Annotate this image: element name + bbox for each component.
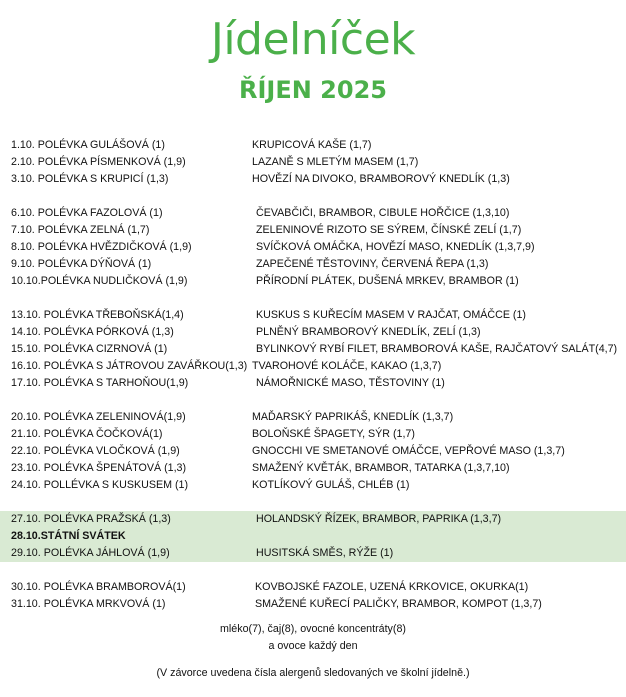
- main-dish: BYLINKOVÝ RYBÍ FILET, BRAMBOROVÁ KAŠE, RAJČATOVÝ SALÁT(4,7): [256, 343, 618, 355]
- day-and-soup: [11, 477, 188, 494]
- menu-row: [0, 426, 626, 443]
- menu-row: [0, 171, 626, 188]
- menu-row: [0, 222, 626, 239]
- menu-row: [0, 511, 626, 528]
- soup-name: POLÉVKA S TARHOŇOU(1,9): [43, 377, 189, 389]
- main-dish: KRUPICOVÁ KAŠE (1,7): [252, 139, 372, 151]
- day-and-soup: [11, 579, 186, 596]
- main-dish: TVAROHOVÉ KOLÁČE, KAKAO (1,3,7): [252, 360, 442, 372]
- soup-name: POLÉVKA ZELENINOVÁ(1,9): [43, 411, 186, 423]
- holiday-row: [0, 528, 626, 545]
- main-dish: BOLOŇSKÉ ŠPAGETY, SÝR (1,7): [252, 428, 415, 440]
- soup-name: POLÉVKA ZELNÁ (1,7): [37, 224, 150, 236]
- day-and-soup: [11, 460, 186, 477]
- day-and-soup: [11, 511, 171, 528]
- soup-name: POLÉVKA BRAMBOROVÁ(1): [43, 581, 186, 593]
- day-date: 1.10.: [11, 139, 35, 151]
- day-date: 22.10.: [11, 445, 41, 457]
- menu-row: [0, 443, 626, 460]
- day-and-soup: [11, 154, 186, 171]
- menu-row: [0, 239, 626, 256]
- menu-week: [0, 511, 626, 562]
- soup-name: POLÉVKA PÓRKOVÁ (1,3): [43, 326, 174, 338]
- day-date: 8.10.: [11, 241, 35, 253]
- day-and-soup: [11, 528, 126, 545]
- main-dish: SVÍČKOVÁ OMÁČKA, HOVĚZÍ MASO, KNEDLÍK (1,3,7,9): [256, 241, 535, 253]
- day-date: 28.10.: [11, 530, 41, 542]
- soup-name: POLÉVKA ŠPENÁTOVÁ (1,3): [43, 462, 187, 474]
- soup-name: POLÉVKA S JÁTROVOU ZAVÁŘKOU(1,3): [43, 360, 248, 372]
- main-dish: KOVBOJSKÉ FAZOLE, UZENÁ KRKOVICE, OKURKA(1): [255, 581, 529, 593]
- menu-row: [0, 137, 626, 154]
- soup-name: POLÉVKA CIZRNOVÁ (1): [43, 343, 168, 355]
- day-date: 14.10.: [11, 326, 41, 338]
- menu-week: [0, 137, 626, 188]
- day-date: 30.10.: [11, 581, 41, 593]
- day-date: 24.10.: [11, 479, 41, 491]
- day-date: 31.10.: [11, 598, 41, 610]
- soup-name: POLÉVKA NUDLIČKOVÁ (1,9): [40, 275, 188, 287]
- day-and-soup: [11, 171, 168, 188]
- menu-week: [0, 409, 626, 494]
- main-dish: PŘÍRODNÍ PLÁTEK, DUŠENÁ MRKEV, BRAMBOR (1): [256, 275, 519, 287]
- day-and-soup: [11, 426, 163, 443]
- day-and-soup: [11, 273, 187, 290]
- day-date: 21.10.: [11, 428, 41, 440]
- holiday-label: STÁTNÍ SVÁTEK: [40, 530, 126, 542]
- menu-week: [0, 307, 626, 392]
- menu-week: [0, 205, 626, 290]
- soup-name: POLÉVKA PRAŽSKÁ (1,3): [43, 513, 171, 525]
- day-date: 27.10.: [11, 513, 41, 525]
- day-date: 16.10.: [11, 360, 41, 372]
- day-and-soup: [11, 596, 165, 613]
- footer-drinks: mléko(7), čaj(8), ovocné koncentráty(8): [220, 623, 406, 635]
- main-dish: HUSITSKÁ SMĚS, RÝŽE (1): [256, 547, 394, 559]
- main-dish: SMAŽENÝ KVĚTÁK, BRAMBOR, TATARKA (1,3,7,10): [252, 462, 510, 474]
- day-and-soup: [11, 545, 170, 562]
- day-date: 23.10.: [11, 462, 41, 474]
- menu-row: [0, 579, 626, 596]
- menu-row: [0, 154, 626, 171]
- menu-row: [0, 307, 626, 324]
- footer-allergens-note: (V závorce uvedena čísla alergenů sledovaných ve školní jídelně.): [156, 667, 470, 679]
- day-and-soup: [11, 307, 184, 324]
- day-and-soup: [11, 205, 163, 222]
- menu-row: [0, 375, 626, 392]
- soup-name: POLÉVKA PÍSMENKOVÁ (1,9): [37, 156, 186, 168]
- main-dish: ZELENINOVÉ RIZOTO SE SÝREM, ČÍNSKÉ ZELÍ (1,7): [256, 224, 522, 236]
- main-dish: MAĎARSKÝ PAPRIKÁŠ, KNEDLÍK (1,3,7): [252, 411, 454, 423]
- soup-name: POLÉVKA MRKVOVÁ (1): [43, 598, 166, 610]
- day-and-soup: [11, 375, 188, 392]
- soup-name: POLÉVKA S KRUPICÍ (1,3): [37, 173, 169, 185]
- soup-name: POLÉVKA GULÁŠOVÁ (1): [37, 139, 165, 151]
- footer-fruit: a ovoce každý den: [268, 640, 358, 652]
- menu-row: [0, 358, 626, 375]
- day-and-soup: [11, 324, 174, 341]
- main-dish: ZAPEČENÉ TĚSTOVINY, ČERVENÁ ŘEPA (1,3): [256, 258, 489, 270]
- main-dish: KUSKUS S KUŘECÍM MASEM V RAJČAT, OMÁČCE (1): [256, 309, 526, 321]
- menu-row: [0, 341, 626, 358]
- menu-row: [0, 256, 626, 273]
- main-dish: LAZANĚ S MLETÝM MASEM (1,7): [252, 156, 419, 168]
- main-dish: PLNĚNÝ BRAMBOROVÝ KNEDLÍK, ZELÍ (1,3): [256, 326, 481, 338]
- day-and-soup: [11, 409, 186, 426]
- soup-name: POLÉVKA JÁHLOVÁ (1,9): [43, 547, 170, 559]
- main-dish: NÁMOŘNICKÉ MASO, TĚSTOVINY (1): [256, 377, 445, 389]
- soup-name: POLÉVKA DÝŇOVÁ (1): [37, 258, 152, 270]
- menu-row: [0, 460, 626, 477]
- day-date: 20.10.: [11, 411, 41, 423]
- day-date: 3.10.: [11, 173, 35, 185]
- day-and-soup: [11, 239, 192, 256]
- menu-row: [0, 545, 626, 562]
- main-dish: KOTLÍKOVÝ GULÁŠ, CHLÉB (1): [252, 479, 410, 491]
- day-and-soup: [11, 341, 167, 358]
- menu-row: [0, 477, 626, 494]
- menu-row: [0, 273, 626, 290]
- soup-name: POLÉVKA ČOČKOVÁ(1): [43, 428, 163, 440]
- soup-name: POLÉVKA HVĚZDIČKOVÁ (1,9): [37, 241, 192, 253]
- menu-weeks: [0, 137, 626, 630]
- menu-title: Jídelníček: [210, 14, 416, 65]
- main-dish: HOLANDSKÝ ŘÍZEK, BRAMBOR, PAPRIKA (1,3,7): [256, 513, 502, 525]
- menu-row: [0, 324, 626, 341]
- menu-row: [0, 205, 626, 222]
- day-date: 2.10.: [11, 156, 35, 168]
- day-and-soup: [11, 222, 149, 239]
- soup-name: POLÉVKA TŘEBOŇSKÁ(1,4): [43, 309, 184, 321]
- day-date: 7.10.: [11, 224, 35, 236]
- main-dish: HOVĚZÍ NA DIVOKO, BRAMBOROVÝ KNEDLÍK (1,3): [252, 173, 510, 185]
- day-and-soup: [11, 137, 165, 154]
- day-date: 10.10.: [11, 275, 41, 287]
- day-date: 29.10.: [11, 547, 41, 559]
- main-dish: SMAŽENÉ KUŘECÍ PALIČKY, BRAMBOR, KOMPOT (1,3,7): [255, 598, 542, 610]
- soup-name: POLLÉVKA S KUSKUSEM (1): [43, 479, 189, 491]
- day-date: 15.10.: [11, 343, 41, 355]
- soup-name: POLÉVKA FAZOLOVÁ (1): [37, 207, 163, 219]
- menu-month: ŘÍJEN 2025: [239, 76, 387, 104]
- menu-row: [0, 409, 626, 426]
- day-and-soup: [11, 256, 151, 273]
- day-and-soup: [11, 358, 247, 375]
- day-date: 9.10.: [11, 258, 35, 270]
- menu-row: [0, 596, 626, 613]
- day-and-soup: [11, 443, 180, 460]
- main-dish: ČEVABČIČI, BRAMBOR, CIBULE HOŘČICE (1,3,10): [256, 207, 510, 219]
- menu-week: [0, 579, 626, 613]
- soup-name: POLÉVKA VLOČKOVÁ (1,9): [43, 445, 180, 457]
- day-date: 13.10.: [11, 309, 41, 321]
- main-dish: GNOCCHI VE SMETANOVÉ OMÁČCE, VEPŘOVÉ MASO (1,3,7): [252, 445, 565, 457]
- day-date: 17.10.: [11, 377, 41, 389]
- day-date: 6.10.: [11, 207, 35, 219]
